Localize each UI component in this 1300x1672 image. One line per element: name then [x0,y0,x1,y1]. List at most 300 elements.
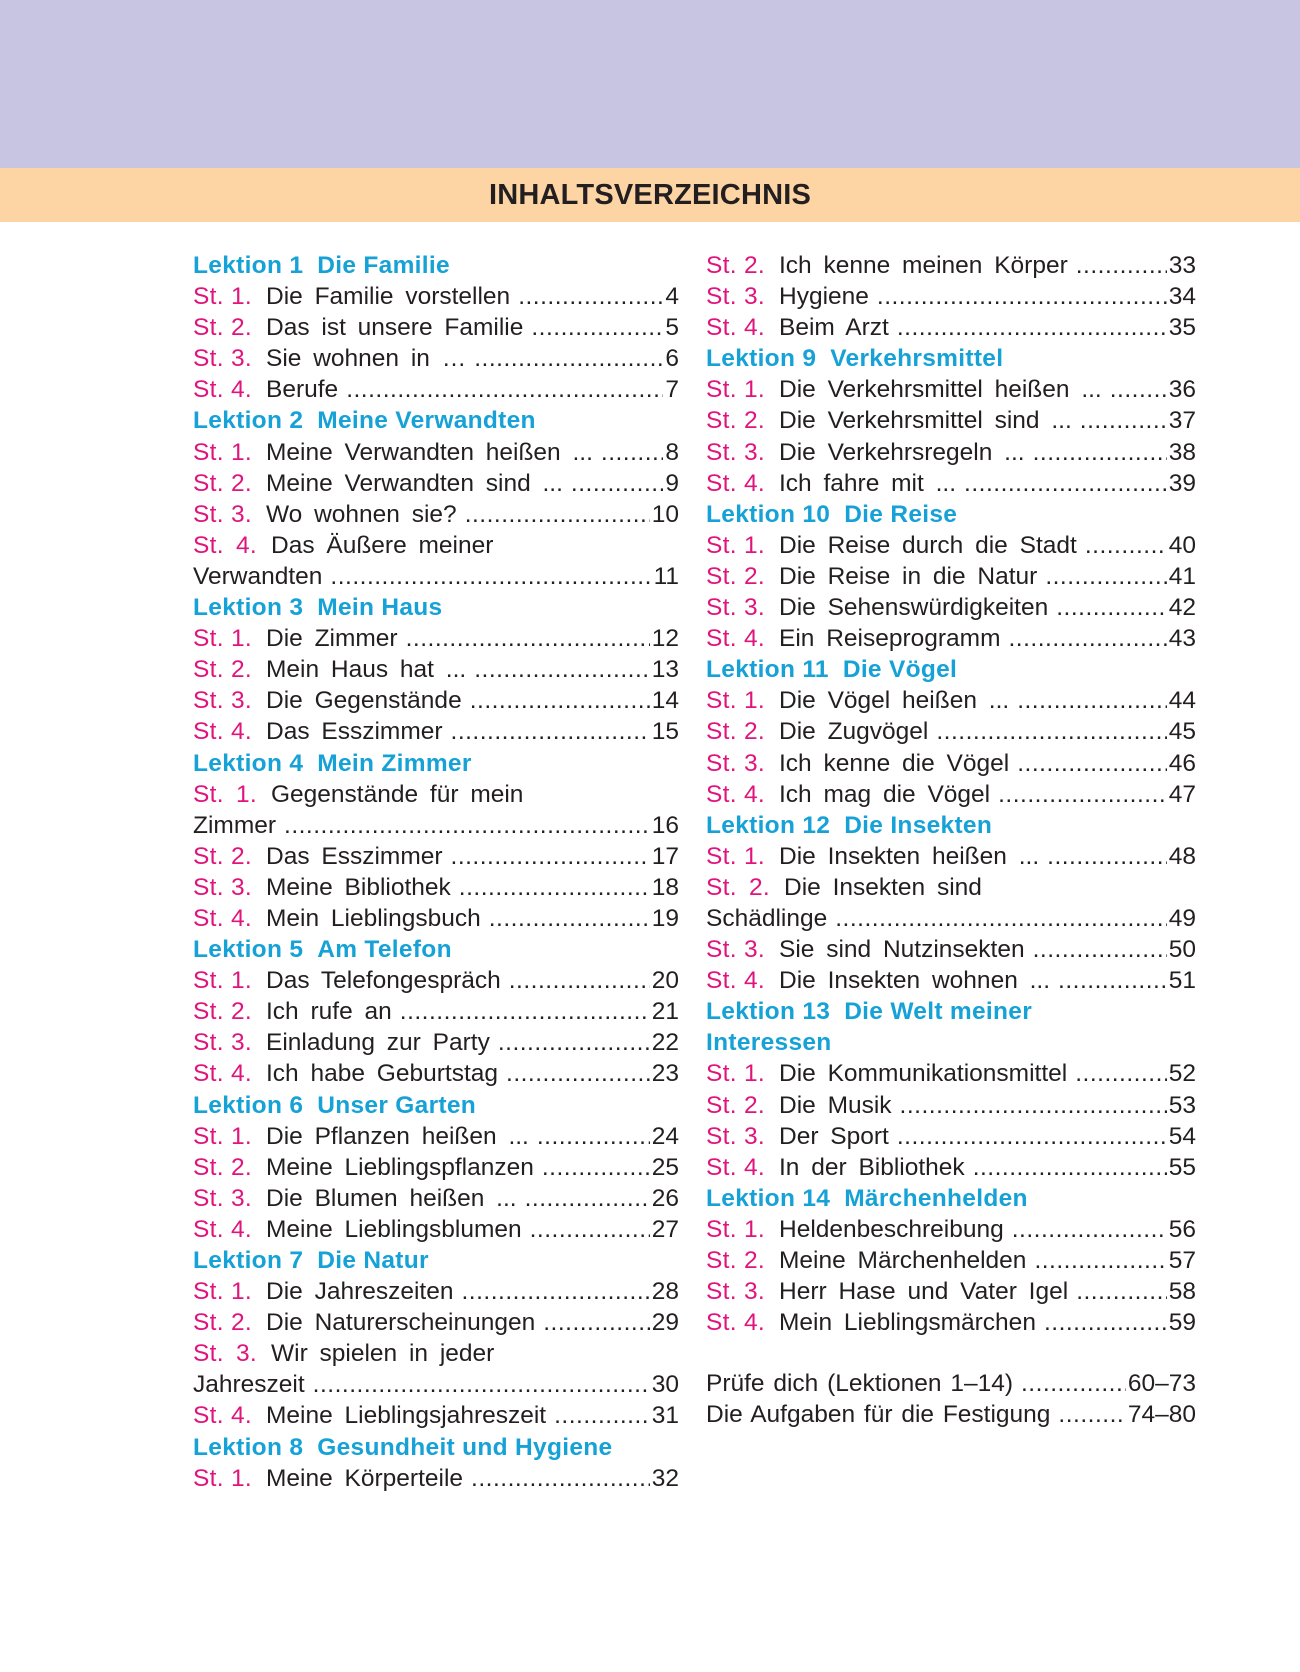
section-number: St. 1. [706,531,765,559]
dot-leader [531,312,663,343]
section-number: St. 3. [706,1122,765,1150]
section-number: St. 4. [706,469,765,497]
section-number: St. 4. [193,904,252,932]
dot-leader [471,1463,650,1494]
section-number: St. 3. [193,500,252,528]
page-number: 51 [1168,967,1196,995]
dot-leader [451,841,650,872]
page-number: 44 [1168,687,1196,715]
page-number: 47 [1168,780,1196,808]
toc-entry [193,1307,679,1338]
lesson-heading [706,996,1196,1027]
lesson-title: Die Welt meiner [844,998,1033,1026]
page-number: 21 [651,998,679,1026]
toc-entry [706,685,1196,716]
section-number: St. 4. [706,1309,765,1337]
dot-leader [1034,1245,1166,1276]
toc-entry [706,250,1196,281]
page-number: 28 [651,1278,679,1306]
page-number: 38 [1168,438,1196,466]
lesson-heading [706,499,1196,530]
page-number: 54 [1168,1122,1196,1150]
entry-title: Gegenstände für mein [271,780,524,808]
page-number: 32 [651,1464,679,1492]
entry-title: Die Jahreszeiten [266,1278,454,1306]
toc-entry [193,716,679,747]
section-number: St. 1. [193,780,257,808]
toc-entry [706,1152,1196,1183]
entry-title: Mein Haus hat ... [266,656,467,684]
section-number: St. 3. [193,1340,257,1368]
entry-title: Die Aufgaben für die Festigung [706,1401,1051,1429]
lesson-heading [193,250,679,281]
page-number: 37 [1168,407,1196,435]
lesson-number: Lektion 9 [706,345,817,373]
toc-entry [193,1183,679,1214]
entry-title: Die Insekten sind [784,873,982,901]
toc-entry-continued [193,810,679,841]
page-number: 6 [665,345,679,373]
section-number: St. 4. [193,531,257,559]
page-number: 56 [1168,1215,1196,1243]
dot-leader [964,468,1167,499]
toc-extra-entry [706,1399,1196,1430]
title-band [0,168,1300,222]
toc-entry-continued [706,903,1196,934]
dot-leader [835,903,1167,934]
page-number: 50 [1168,936,1196,964]
dot-leader [900,1090,1167,1121]
lesson-number: Lektion 5 [193,936,304,964]
toc-entry [706,748,1196,779]
entry-title: Die Sehenswürdigkeiten [779,594,1049,622]
entry-title: Das Äußere meiner [271,531,494,559]
lesson-title: Die Familie [317,252,450,279]
entry-title: Die Verkehrsmittel sind ... [779,407,1072,435]
dot-leader [936,716,1166,747]
section-number: St. 1. [706,1215,765,1243]
dot-leader [601,437,663,468]
toc-entry [706,872,1196,903]
dot-leader [1012,1214,1167,1245]
page-number: 53 [1168,1091,1196,1119]
section-number: St. 3. [706,438,765,466]
dot-leader [489,903,650,934]
toc-entry [706,1276,1196,1307]
entry-title: Herr Hase und Vater Igel [779,1278,1069,1306]
section-number: St. 4. [193,1215,252,1243]
entry-title: Schädlinge [706,904,828,932]
dot-leader [474,654,650,685]
entry-title: Ich kenne die Vögel [779,749,1010,777]
entry-title: Die Pflanzen heißen ... [266,1122,529,1150]
page-number: 41 [1168,562,1196,590]
dot-leader [509,965,650,996]
page-title: INHALTSVERZEICHNIS [488,178,812,211]
toc-entry [706,468,1196,499]
lesson-number: Lektion 1 [193,252,304,279]
dot-leader [1056,592,1167,623]
page-number: 52 [1168,1060,1196,1088]
page-number: 31 [651,1402,679,1430]
lesson-number: Lektion 7 [193,1247,304,1274]
entry-title: Sie sind Nutzinsekten [779,936,1025,964]
lesson-number: Lektion 11 [706,656,829,684]
entry-title: Das Esszimmer [266,842,443,870]
lesson-heading [193,592,679,623]
dot-leader [973,1152,1167,1183]
entry-title: Ich rufe an [266,998,392,1026]
entry-title: Die Reise durch die Stadt [779,531,1077,559]
page-number: 74–80 [1127,1401,1196,1429]
dot-leader [506,1058,650,1089]
dot-leader [1075,1058,1167,1089]
dot-leader [459,872,650,903]
page-number: 24 [651,1122,679,1150]
section-number: St. 2. [706,718,765,746]
lesson-title: Märchenhelden [844,1184,1028,1212]
dot-leader [542,1152,650,1183]
lesson-heading [193,748,679,779]
page-number: 30 [651,1371,679,1399]
page-number: 40 [1168,531,1196,559]
lesson-number: Lektion 8 [193,1433,304,1461]
section-number: St. 3. [706,936,765,964]
section-number: St. 2. [706,873,770,901]
page-number: 4 [665,283,679,311]
toc-entry [706,1245,1196,1276]
section-number: St. 2. [193,314,252,342]
entry-title: In der Bibliothek [779,1153,965,1181]
page-number: 10 [651,500,679,528]
section-number: St. 1. [193,1464,252,1492]
lesson-title: Die Reise [844,500,958,528]
entry-title: Ich kenne meinen Körper [779,252,1068,279]
section-number: St. 3. [193,1029,252,1057]
lesson-title: Unser Garten [317,1091,477,1119]
dot-leader [461,1276,649,1307]
section-number: St. 1. [193,283,252,311]
page-number: 45 [1168,718,1196,746]
toc-entry [193,1152,679,1183]
section-number: St. 2. [706,562,765,590]
toc-entry [193,654,679,685]
toc-entry [706,841,1196,872]
page-number: 20 [651,967,679,995]
toc-right-column [706,250,1196,1430]
toc-entry [193,343,679,374]
lesson-heading [193,1090,679,1121]
page-number: 29 [651,1309,679,1337]
lesson-heading [193,934,679,965]
dot-leader [1021,1368,1126,1399]
section-number: St. 1. [193,625,252,653]
dot-leader [877,281,1167,312]
lesson-title: Mein Haus [317,594,443,622]
dot-leader [1110,374,1167,405]
entry-title: Die Musik [779,1091,892,1119]
lesson-number: Lektion 4 [193,749,304,777]
lesson-title: Gesundheit und Hygiene [317,1433,613,1461]
dot-leader [543,1307,650,1338]
page-number: 13 [651,656,679,684]
entry-title: Verwandten [193,562,323,590]
lesson-title: Mein Zimmer [317,749,472,777]
dot-leader [1058,965,1167,996]
page-number: 8 [665,438,679,466]
dot-leader [1044,1307,1167,1338]
dot-leader [498,1027,650,1058]
dot-leader [1045,561,1166,592]
dot-leader [554,1400,650,1431]
entry-title: Ich mag die Vögel [779,780,991,808]
section-number: St. 3. [706,1278,765,1306]
toc-entry [706,934,1196,965]
toc-entry-continued [193,1369,679,1400]
toc-entry [193,1027,679,1058]
toc-entry [193,1058,679,1089]
section-number: St. 3. [193,1184,252,1212]
entry-title: Der Sport [779,1122,889,1150]
dot-leader [518,281,663,312]
lesson-number: Lektion 14 [706,1184,831,1212]
dot-leader [1033,437,1167,468]
dot-leader [1033,934,1167,965]
section-number: St. 1. [706,1060,765,1088]
dot-leader [537,1121,650,1152]
lesson-number: Lektion 3 [193,594,304,622]
section-number: St. 1. [193,1278,252,1306]
dot-leader [1058,1399,1125,1430]
toc-entry-continued [193,561,679,592]
lesson-number: Lektion 10 [706,500,831,528]
entry-title: Berufe [266,376,339,404]
toc-entry [193,685,679,716]
section-number: St. 4. [706,780,765,808]
entry-title: Die Zimmer [266,625,398,653]
toc-entry [193,903,679,934]
page-number: 17 [651,842,679,870]
page-number: 57 [1168,1247,1196,1274]
section-number: St. 4. [706,967,765,995]
section-number: St. 2. [706,252,765,279]
entry-title: Meine Bibliothek [266,873,451,901]
page-number: 9 [665,469,679,497]
section-number: St. 4. [193,376,252,404]
toc-entry [193,530,679,561]
entry-title: Das ist unsere Familie [266,314,524,342]
entry-title: Meine Lieblingsblumen [266,1215,522,1243]
page-number: 49 [1168,904,1196,932]
spacer [706,1338,1196,1368]
dot-leader [530,1214,650,1245]
lesson-title: Verkehrsmittel [830,345,1004,373]
entry-title: Meine Verwandten sind ... [266,469,563,497]
page-number: 46 [1168,749,1196,777]
dot-leader [451,716,650,747]
entry-title: Meine Verwandten heißen ... [266,438,593,466]
page-number: 34 [1168,283,1196,311]
page-number: 55 [1168,1153,1196,1181]
entry-title: Heldenbeschreibung [779,1215,1004,1243]
lesson-title: Die Insekten [844,811,993,839]
toc-entry [193,1338,679,1369]
section-number: St. 3. [193,345,252,373]
section-number: St. 3. [193,873,252,901]
lesson-heading [706,654,1196,685]
section-number: St. 2. [706,407,765,435]
dot-leader [1076,1276,1167,1307]
entry-title: Wo wohnen sie? [266,500,457,528]
entry-title: Einladung zur Party [266,1029,490,1057]
section-number: St. 2. [193,656,252,684]
dot-leader [525,1183,650,1214]
section-number: St. 3. [706,594,765,622]
section-number: St. 2. [193,469,252,497]
dot-leader [1047,841,1167,872]
toc-entry [706,530,1196,561]
toc-entry [706,374,1196,405]
lesson-number: Lektion 12 [706,811,831,839]
section-number: St. 4. [193,718,252,746]
toc-entry [193,468,679,499]
toc-entry [706,437,1196,468]
page-number: 58 [1168,1278,1196,1306]
entry-title: Beim Arzt [779,314,889,342]
toc-entry [193,281,679,312]
dot-leader [400,996,650,1027]
entry-title: Ich habe Geburtstag [266,1060,499,1088]
page-number: 16 [651,811,679,839]
dot-leader [571,468,663,499]
page-number: 18 [651,873,679,901]
entry-title: Die Verkehrsregeln ... [779,438,1025,466]
dot-leader [1085,530,1167,561]
lesson-number: Lektion 13 [706,998,831,1026]
dot-leader [470,685,650,716]
entry-title: Ein Reiseprogramm [779,625,1001,653]
toc-entry [193,996,679,1027]
toc-entry [706,779,1196,810]
lesson-title: Meine Verwandten [317,407,536,435]
lesson-number: Lektion 2 [193,407,304,435]
section-number: St. 2. [193,842,252,870]
entry-title: Mein Lieblingsbuch [266,904,481,932]
toc-entry [706,1121,1196,1152]
toc-entry [706,623,1196,654]
toc-entry [706,716,1196,747]
dot-leader [330,561,651,592]
toc-entry [193,872,679,903]
lesson-heading [706,810,1196,841]
header-band [0,0,1300,168]
entry-title: Meine Körperteile [266,1464,464,1492]
page-number: 15 [651,718,679,746]
page-number: 59 [1168,1309,1196,1337]
entry-title: Sie wohnen in … [266,345,467,373]
lesson-title-continued: Interessen [706,1029,832,1057]
toc-entry [193,374,679,405]
section-number: St. 2. [706,1247,765,1274]
entry-title: Jahreszeit [193,1371,305,1399]
lesson-heading [193,1432,679,1463]
entry-title: Die Verkehrsmittel heißen ... [779,376,1102,404]
toc-entry [706,405,1196,436]
dot-leader [1017,748,1167,779]
lesson-heading [193,405,679,436]
section-number: St. 3. [706,283,765,311]
dot-leader [897,1121,1167,1152]
dot-leader [897,312,1167,343]
toc-entry [193,779,679,810]
page-number: 23 [651,1060,679,1088]
page-number: 11 [653,562,679,590]
entry-title: Die Familie vorstellen [266,283,511,311]
section-number: St. 4. [193,1402,252,1430]
toc-extra-entry [706,1368,1196,1399]
toc-entry [706,281,1196,312]
toc-entry [706,1214,1196,1245]
entry-title: Mein Lieblingsmärchen [779,1309,1036,1337]
page-number: 43 [1168,625,1196,653]
toc-entry [706,312,1196,343]
section-number: St. 4. [706,314,765,342]
toc-entry [706,965,1196,996]
entry-title: Die Kommunikationsmittel [779,1060,1068,1088]
entry-title: Die Naturerscheinungen [266,1309,536,1337]
entry-title: Das Esszimmer [266,718,443,746]
dot-leader [284,810,650,841]
entry-title: Meine Lieblingspflanzen [266,1153,534,1181]
entry-title: Das Telefongespräch [266,967,501,995]
dot-leader [1076,250,1167,281]
dot-leader [1009,623,1167,654]
lesson-heading [193,1245,679,1276]
entry-title: Die Blumen heißen ... [266,1184,517,1212]
section-number: St. 2. [706,1091,765,1119]
toc-entry [193,1121,679,1152]
section-number: St. 1. [193,438,252,466]
section-number: St. 4. [193,1060,252,1088]
lesson-heading [706,343,1196,374]
toc-entry [193,623,679,654]
lesson-title: Die Natur [317,1247,429,1274]
section-number: St. 2. [193,998,252,1026]
dot-leader [313,1369,650,1400]
entry-title: Meine Märchenhelden [779,1247,1027,1274]
toc-entry [706,1058,1196,1089]
section-number: St. 2. [193,1309,252,1337]
entry-title: Die Insekten wohnen ... [779,967,1051,995]
section-number: St. 4. [706,1153,765,1181]
entry-title: Zimmer [193,811,277,839]
page-number: 33 [1168,252,1196,279]
dot-leader [998,779,1167,810]
toc-entry [193,1400,679,1431]
page-number: 19 [651,904,679,932]
entry-title: Die Zugvögel [779,718,929,746]
toc-entry [193,1214,679,1245]
dot-leader [1017,685,1167,716]
section-number: St. 1. [193,967,252,995]
toc-entry [193,841,679,872]
entry-title: Die Reise in die Natur [779,562,1038,590]
page-number: 22 [651,1029,679,1057]
entry-title: Hygiene [779,283,869,311]
page-number: 48 [1168,842,1196,870]
page-number: 36 [1168,376,1196,404]
section-number: St. 1. [706,842,765,870]
